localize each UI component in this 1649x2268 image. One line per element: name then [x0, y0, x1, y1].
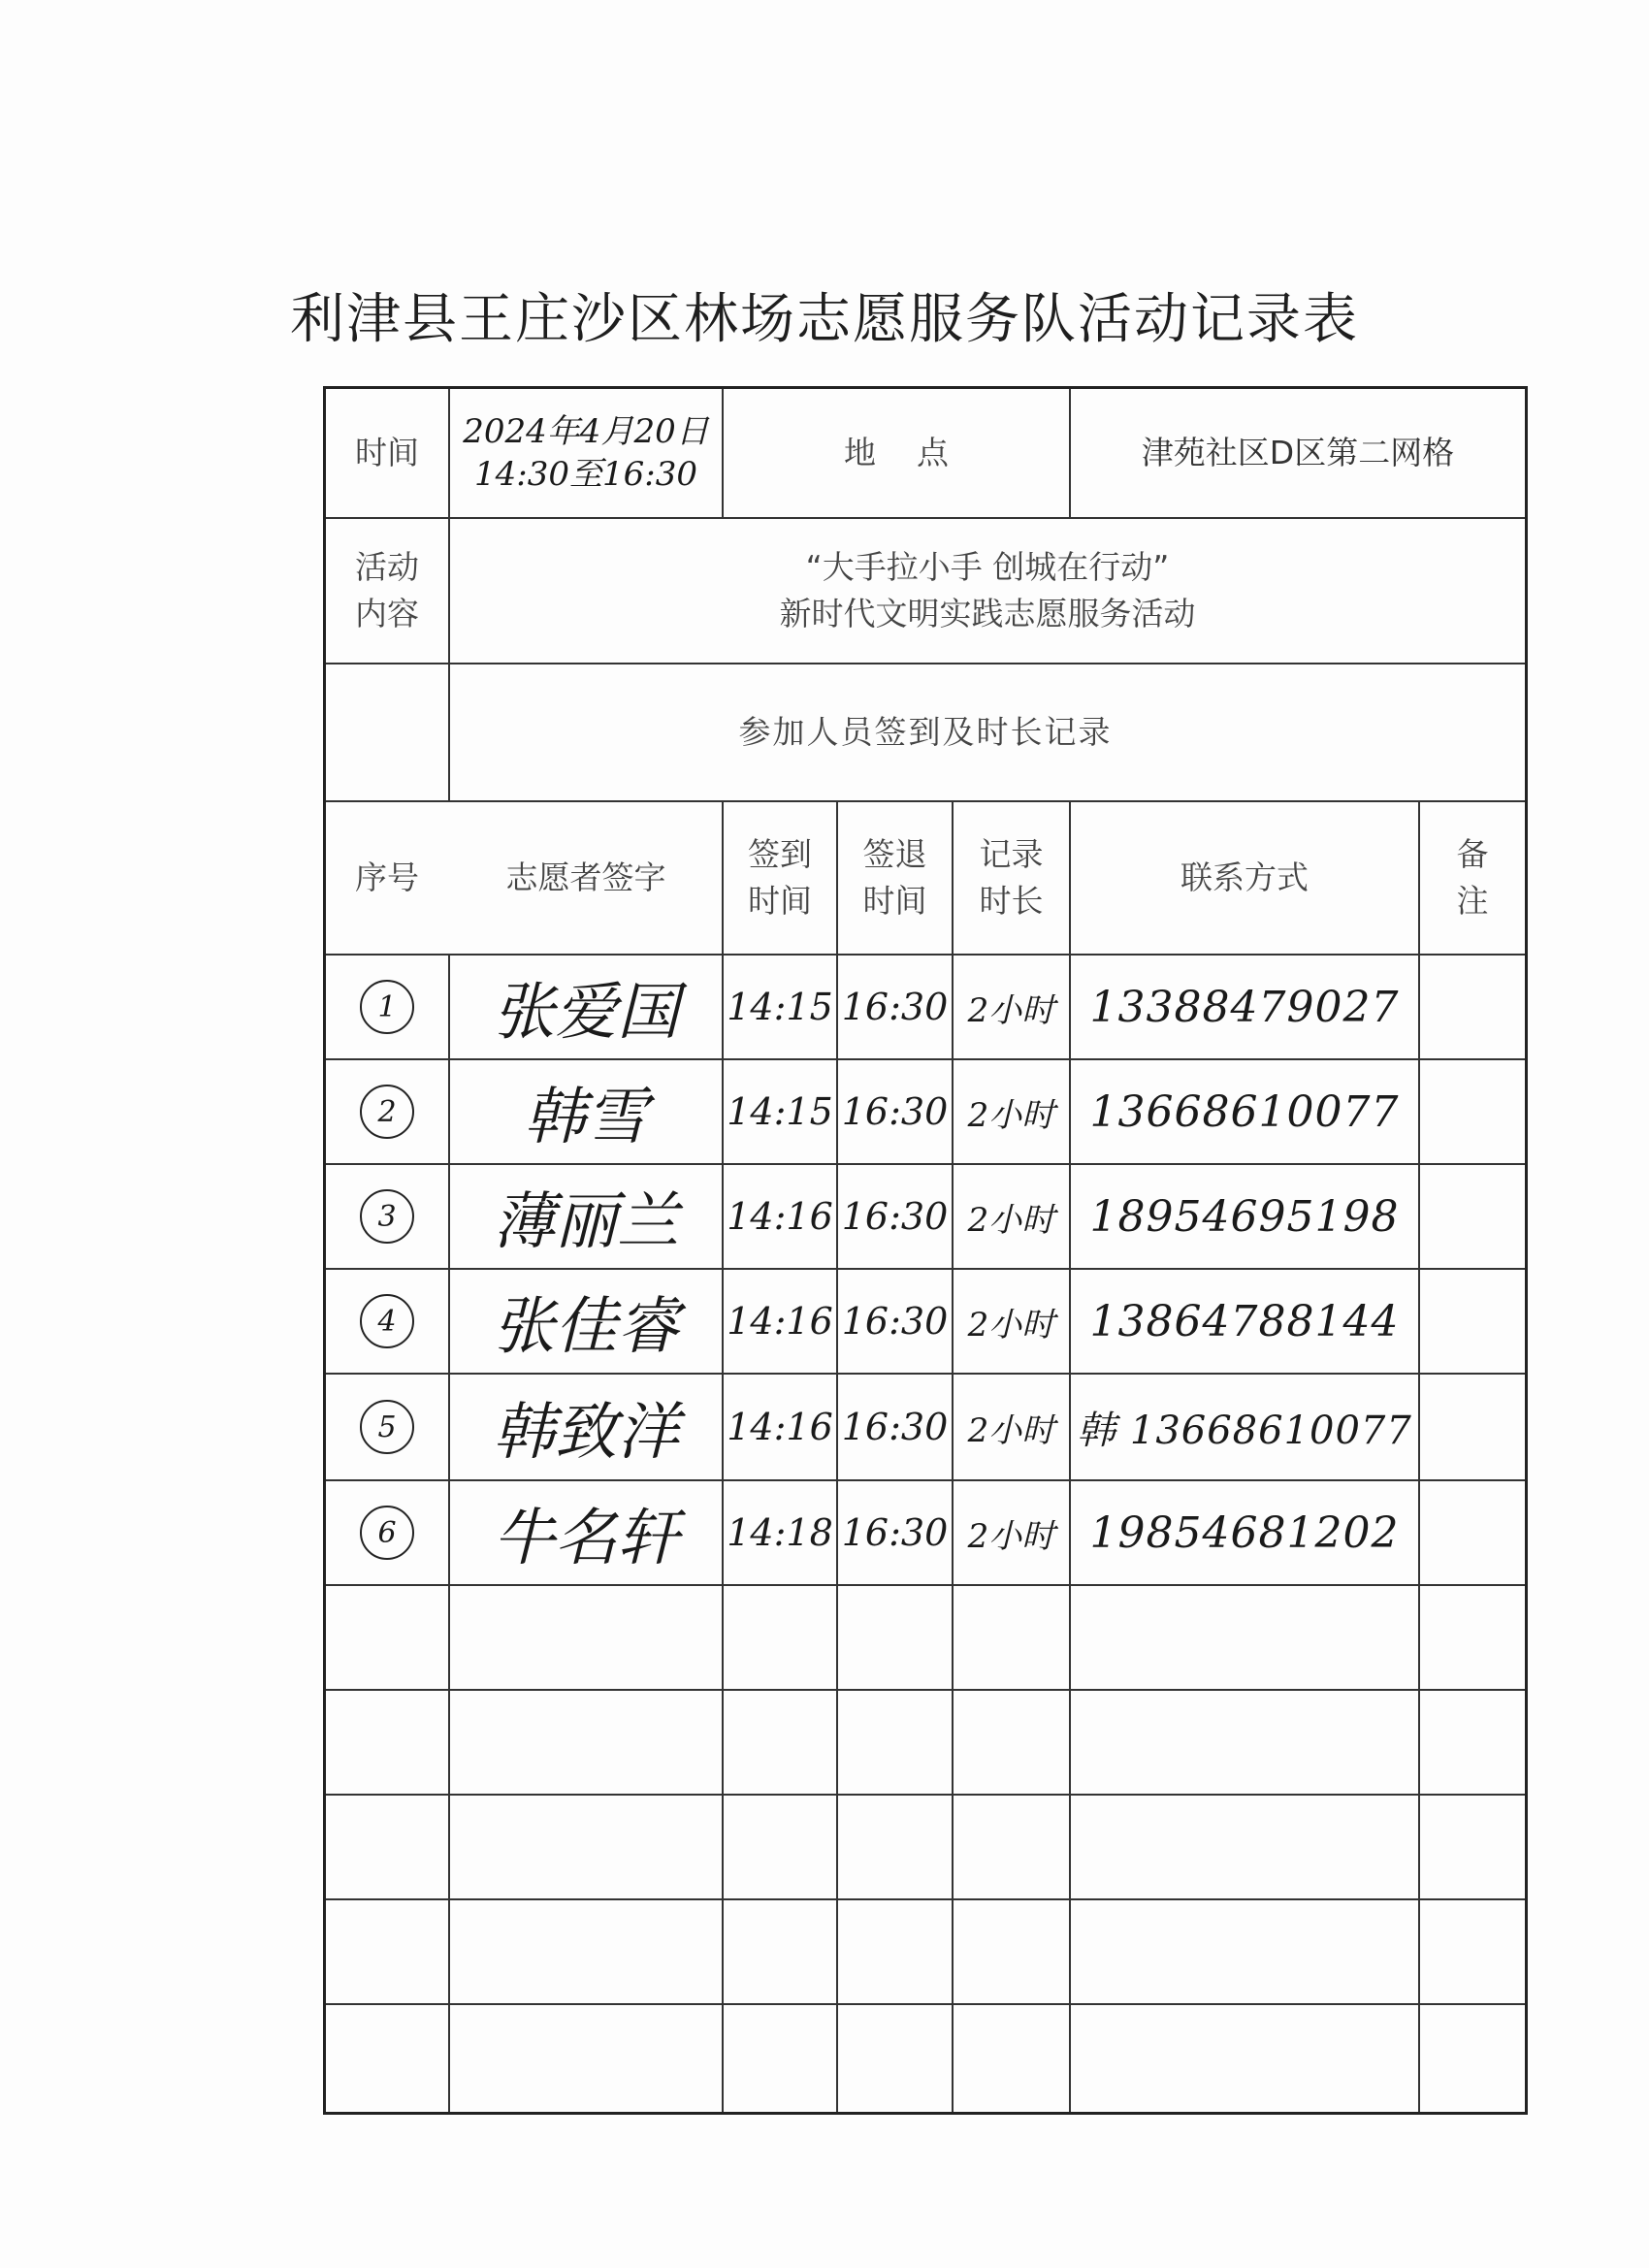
volunteer-signature: 张爱国 — [493, 977, 679, 1049]
header-checkout — [838, 802, 952, 954]
checkin-time: 14:15 — [727, 986, 833, 1028]
contact-phone: 13668610077 — [1089, 1086, 1400, 1137]
header-checkout-line1: 签退 — [862, 835, 927, 874]
duration: 2小时 — [967, 1095, 1055, 1135]
checkout-time: 16:30 — [841, 986, 949, 1028]
time-label: 时间 — [355, 434, 419, 472]
row-index: 6 — [360, 1506, 414, 1560]
contact-phone: 19854681202 — [1089, 1507, 1400, 1558]
volunteer-signature: 牛名轩 — [493, 1503, 679, 1574]
section-title: 参加人员签到及时长记录 — [738, 713, 1113, 752]
empty-row — [326, 1691, 1525, 1794]
header-remark-line1: 备 — [1456, 835, 1489, 874]
content-label-line1: 活动 — [355, 548, 419, 587]
volunteer-signature: 韩雪 — [524, 1082, 648, 1153]
time-value-date: 2024年4月20日 — [463, 411, 709, 451]
page-title: 利津县王庄沙区林场志愿服务队活动记录表 — [290, 288, 1359, 351]
contact-phone: 13388479027 — [1089, 982, 1400, 1032]
header-checkout-line2: 时间 — [862, 882, 927, 920]
time-value-range: 14:30至16:30 — [474, 455, 697, 494]
duration: 2小时 — [967, 990, 1055, 1030]
activity-record-form — [323, 386, 1528, 2115]
duration: 2小时 — [967, 1410, 1055, 1450]
header-remark-line2: 注 — [1456, 882, 1489, 920]
header-signature: 志愿者签字 — [505, 859, 666, 897]
duration: 2小时 — [967, 1200, 1055, 1240]
content-value — [450, 519, 1525, 663]
checkin-time: 14:16 — [727, 1195, 833, 1238]
contact-phone: 韩 13668610077 — [1077, 1408, 1412, 1453]
contact-phone: 18954695198 — [1089, 1191, 1400, 1242]
content-label-line2: 内容 — [355, 595, 419, 632]
header-contact: 联系方式 — [1180, 859, 1309, 897]
checkin-time: 14:15 — [727, 1090, 833, 1133]
empty-row — [326, 1586, 1525, 1689]
header-duration-line1: 记录 — [979, 835, 1044, 874]
checkin-time: 14:18 — [727, 1511, 833, 1554]
checkout-time: 16:30 — [841, 1090, 949, 1133]
volunteer-signature: 韩致洋 — [493, 1397, 679, 1469]
row-index: 5 — [360, 1400, 414, 1454]
header-duration — [954, 802, 1069, 954]
contact-phone: 13864788144 — [1089, 1296, 1400, 1346]
header-index: 序号 — [355, 859, 419, 897]
content-value-line2: 新时代文明实践志愿服务活动 — [779, 595, 1196, 632]
header-checkin-line1: 签到 — [748, 835, 812, 874]
location-value: 津苑社区D区第二网格 — [1141, 434, 1455, 472]
header-remark — [1420, 802, 1525, 954]
checkout-time: 16:30 — [841, 1511, 949, 1554]
row-index: 1 — [360, 980, 414, 1034]
empty-row — [326, 1796, 1525, 1898]
volunteer-signature: 张佳睿 — [493, 1291, 679, 1363]
time-value — [450, 389, 722, 517]
checkin-time: 14:16 — [727, 1300, 833, 1343]
location-label: 地 点 — [844, 434, 949, 472]
header-duration-line2: 时长 — [979, 882, 1044, 920]
row-index: 4 — [360, 1294, 414, 1348]
header-checkin-line2: 时间 — [748, 882, 812, 920]
row-index: 3 — [360, 1189, 414, 1244]
checkout-time: 16:30 — [841, 1300, 949, 1343]
duration: 2小时 — [967, 1305, 1055, 1345]
volunteer-signature: 薄丽兰 — [493, 1186, 679, 1258]
header-checkin — [724, 802, 836, 954]
checkout-time: 16:30 — [841, 1406, 949, 1448]
duration: 2小时 — [967, 1516, 1055, 1556]
empty-row — [326, 1900, 1525, 2003]
checkout-time: 16:30 — [841, 1195, 949, 1238]
checkin-time: 14:16 — [727, 1406, 833, 1448]
row-index: 2 — [360, 1085, 414, 1139]
empty-row — [326, 2005, 1525, 2112]
content-value-line1: “大手拉小手 创城在行动” — [805, 548, 1170, 587]
content-label — [326, 519, 448, 663]
